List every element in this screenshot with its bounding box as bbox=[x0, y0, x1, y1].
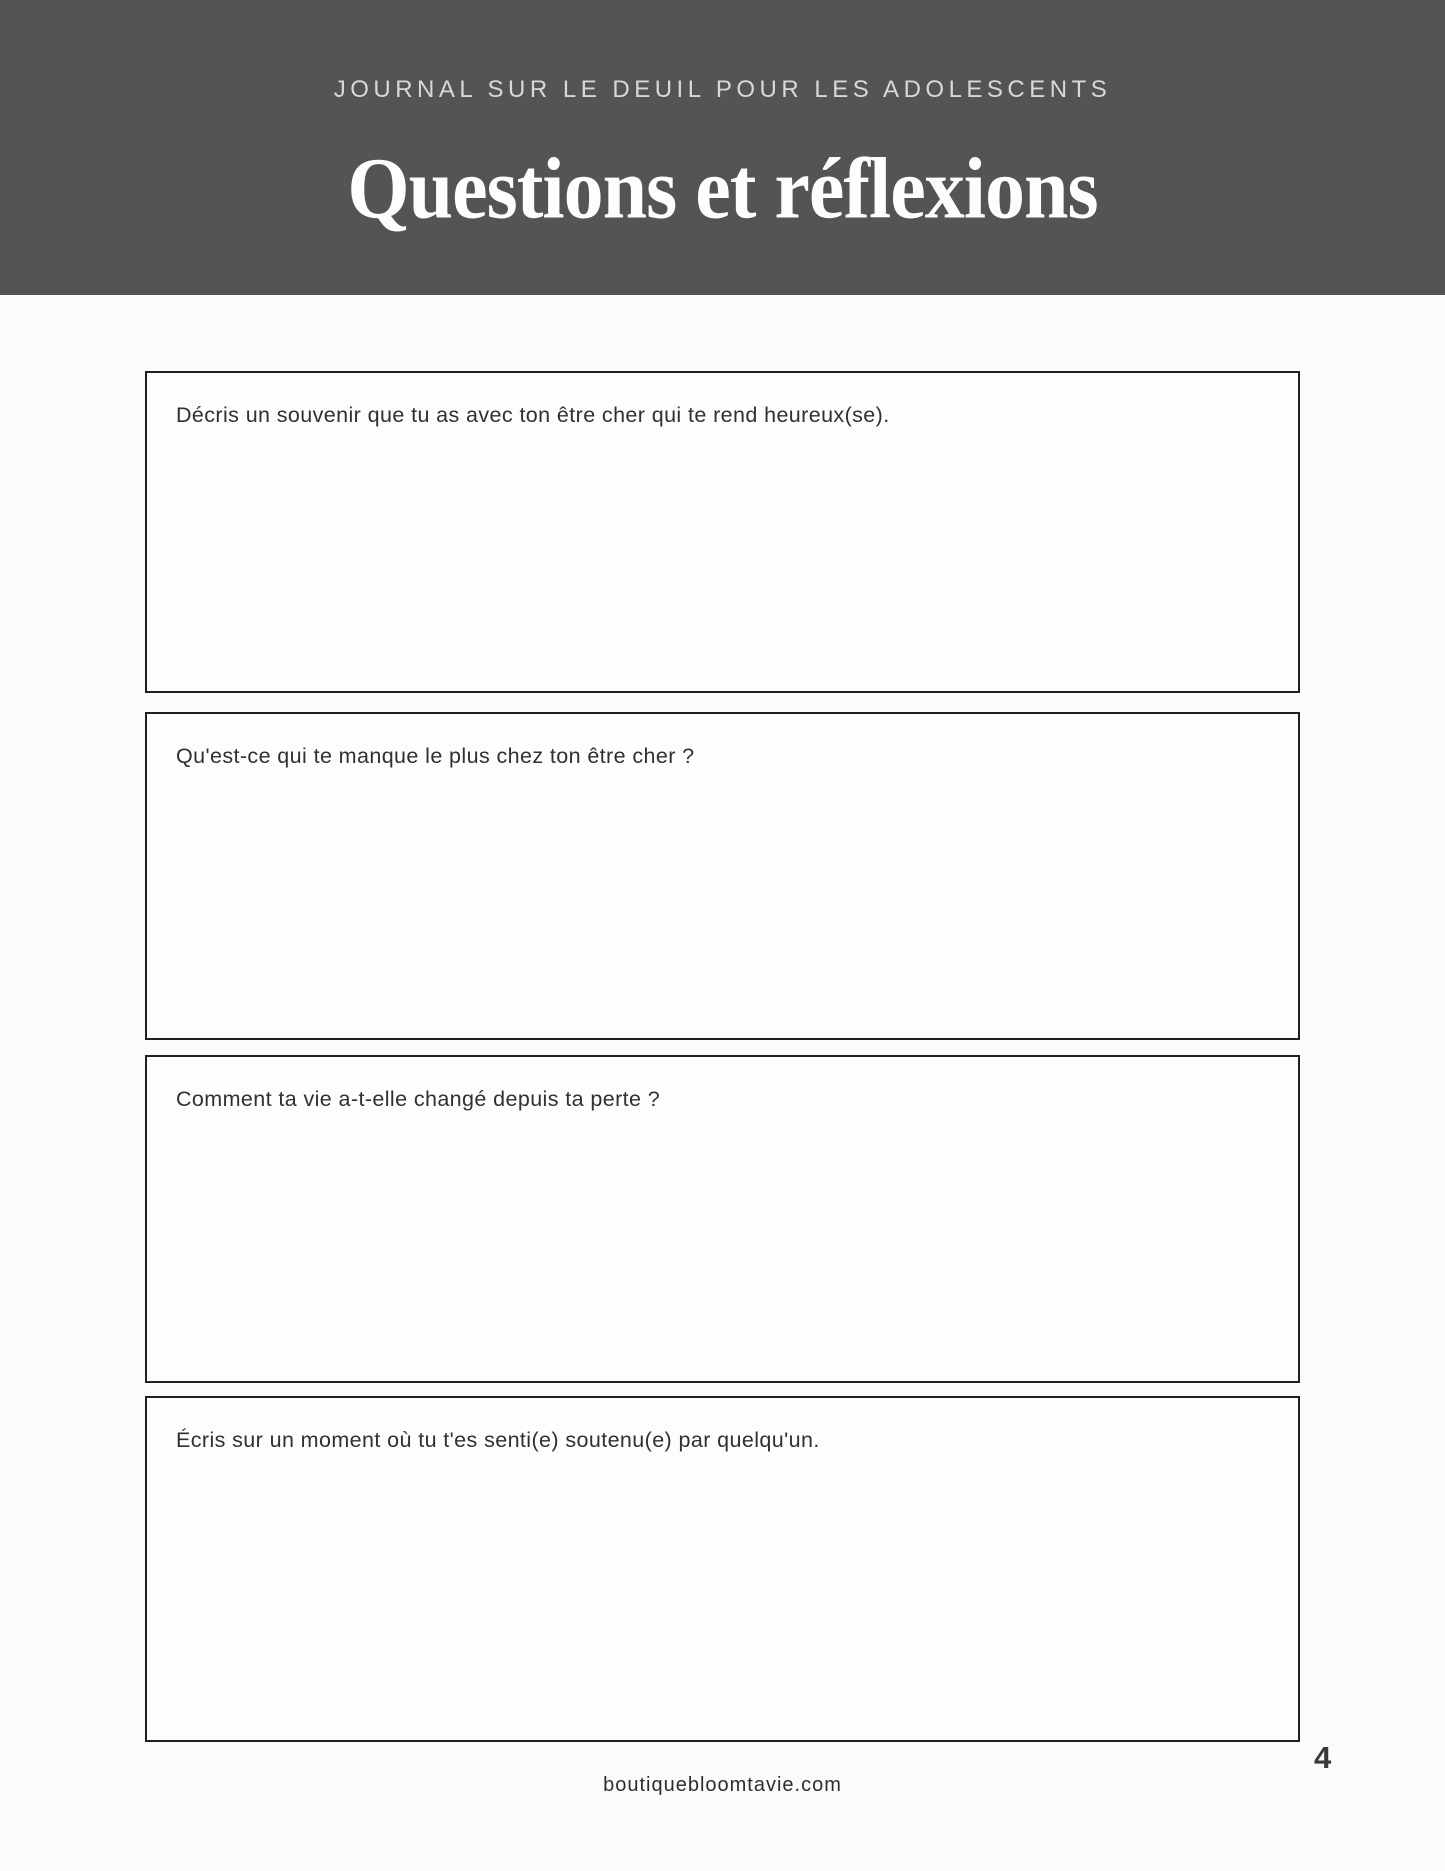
answer-area bbox=[147, 784, 1298, 1038]
question-prompt: Décris un souvenir que tu as avec ton être cher qui te rend heureux(se). bbox=[176, 403, 890, 427]
answer-area bbox=[147, 1127, 1298, 1381]
question-box bbox=[145, 1055, 1300, 1383]
page-title: Questions et réflexions bbox=[347, 141, 1098, 237]
question-box bbox=[145, 1396, 1300, 1742]
question-box bbox=[145, 371, 1300, 693]
footer-url: boutiquebloomtavie.com bbox=[603, 1774, 842, 1796]
question-prompt: Qu'est-ce qui te manque le plus chez ton être cher ? bbox=[176, 744, 695, 768]
answer-area bbox=[147, 443, 1298, 691]
page-header bbox=[0, 0, 1445, 295]
journal-kicker: JOURNAL SUR LE DEUIL POUR LES ADOLESCENTS bbox=[333, 76, 1112, 103]
question-prompt: Écris sur un moment où tu t'es senti(e) soutenu(e) par quelqu'un. bbox=[176, 1428, 820, 1452]
page-number: 4 bbox=[1314, 1740, 1332, 1775]
question-prompt: Comment ta vie a-t-elle changé depuis ta perte ? bbox=[176, 1087, 661, 1111]
question-box bbox=[145, 712, 1300, 1040]
page-footer bbox=[0, 1774, 1445, 1797]
answer-area bbox=[147, 1468, 1298, 1740]
